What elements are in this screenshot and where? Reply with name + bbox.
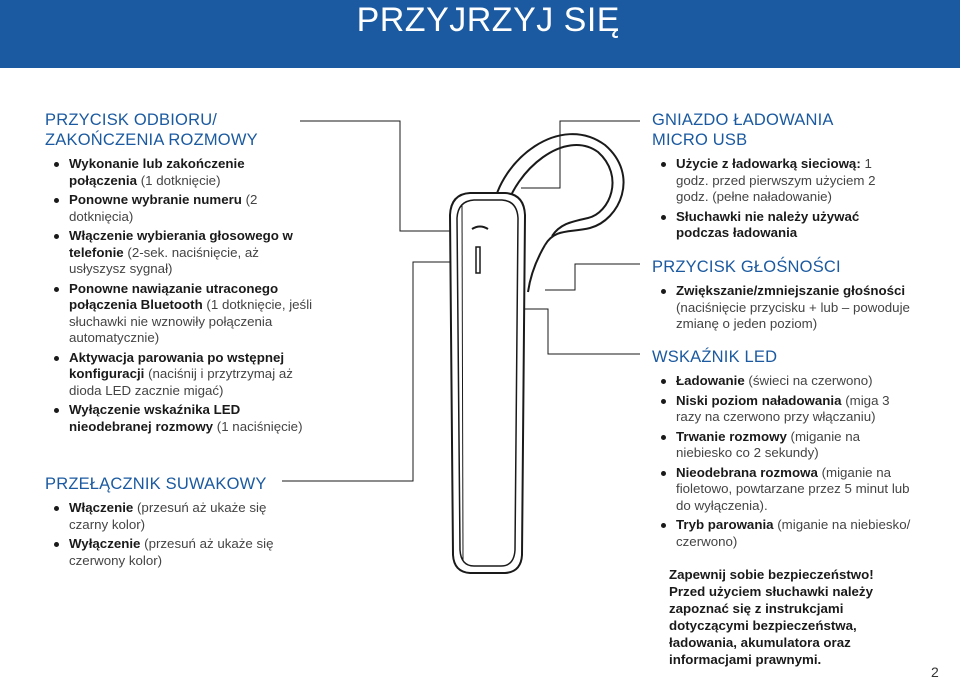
list-item: Użycie z ładowarką sieciową: 1 godz. przed pierwszym użyciem 2 godz. (pełne naładowanie) [652,156,904,206]
list-item: Nieodebrana rozmowa (miganie na fioletowo, powtarzane przez 5 minut lub do wyłączenia). [652,465,911,515]
charging-title: GNIAZDO ŁADOWANIA MICRO USB [652,111,833,149]
list-item: Trwanie rozmowy (miganie na niebiesko co 2 sekundy) [652,429,876,462]
volume-title: PRZYCISK GŁOŚNOŚCI [652,258,841,276]
list-item: Tryb parowania (miganie na niebiesko/ czerwono) [652,517,921,550]
list-item: Niski poziom naładowania (miga 3 razy na czerwono przy włączaniu) [652,393,901,426]
list-item: Wyłączenie (przesuń aż ukaże się czerwony kolor) [45,536,295,569]
list-item: Włączenie wybierania głosowego w telefonie (2-sek. naciśnięcie, aż usłyszysz sygnał) [45,228,315,278]
list-item: Słuchawki nie należy używać podczas ładowania [652,209,904,242]
list-item: Ponowne nawiązanie utraconego połączenia Bluetooth (1 dotknięcie, jeśli słuchawki nie wznowiły połączenia automatycznie) [45,281,315,347]
answer-button-title: PRZYCISK ODBIORU/ ZAKOŃCZENIA ROZMOWY [45,111,258,149]
safety-note: Zapewnij sobie bezpieczeństwo! Przed użyciem słuchawki należy zapoznać się z instrukcjami dotyczącymi bezpieczeństwa, ładowania, akumulatora oraz informacjami prawnymi. [669,567,874,667]
page-title: PRZYJRZYJ SIĘ [356,1,620,39]
list-item: Wykonanie lub zakończenie połączenia (1 dotknięcie) [45,156,315,189]
list-item: Ponowne wybranie numeru (2 dotknięcia) [45,192,315,225]
list-item: Wyłączenie wskaźnika LED nieodebranej rozmowy (1 naciśnięcie) [45,402,315,435]
list-item: Zwiększanie/zmniejszanie głośności (naciśnięcie przycisku + lub – powoduje zmianę o jeden poziom) [652,283,922,333]
list-item: Włączenie (przesuń aż ukaże się czarny kolor) [45,500,295,533]
list-item: Ładowanie (świeci na czerwono) [652,373,891,390]
list-item: Aktywacja parowania po wstępnej konfiguracji (naciśnij i przytrzymaj aż dioda LED zacznie migać) [45,350,315,400]
slider-switch-title: PRZEŁĄCZNIK SUWAKOWY [45,475,267,493]
led-title: WSKAŹNIK LED [652,348,778,366]
page-number: 2 [931,664,939,680]
